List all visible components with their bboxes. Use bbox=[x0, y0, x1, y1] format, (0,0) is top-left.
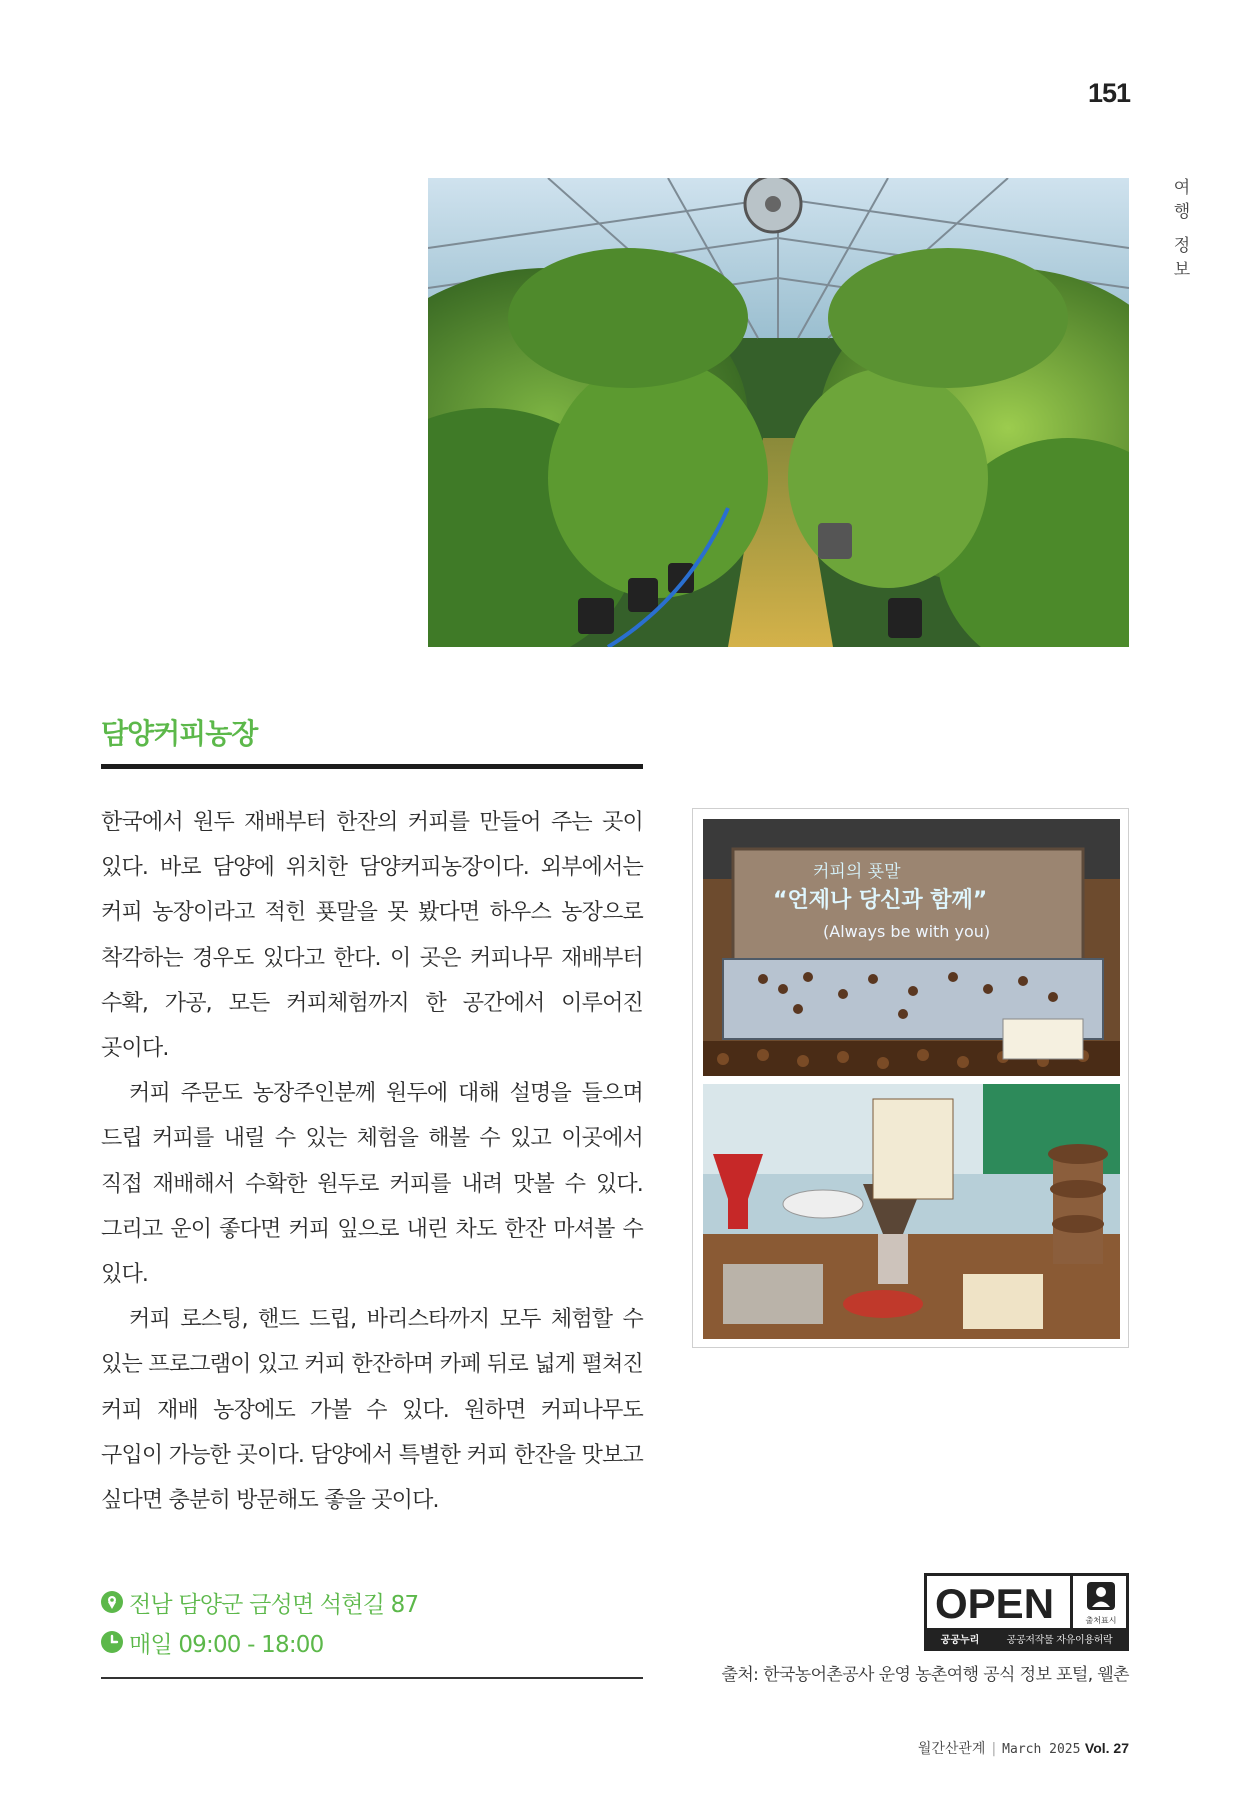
sign-line-2: “언제나 당신과 함께” bbox=[773, 888, 988, 913]
section-tab-char: 여 bbox=[1173, 178, 1191, 198]
address-text: 전남 담양군 금성면 석현길 87 bbox=[129, 1591, 419, 1618]
license-left-label: 공공누리 bbox=[940, 1634, 980, 1646]
clock-icon bbox=[101, 1631, 123, 1653]
coffee-sign-photo bbox=[703, 819, 1120, 1076]
issue-month: March 2025 bbox=[1002, 1742, 1081, 1757]
greenhouse-photo bbox=[428, 178, 1129, 647]
footer-separator: | bbox=[991, 1741, 997, 1757]
photo-frame bbox=[692, 808, 1129, 1348]
section-tab-char: 보 bbox=[1173, 260, 1191, 280]
section-tab-char: 정 bbox=[1173, 236, 1191, 256]
license-right-label: 공공저작물 자유이용허락 bbox=[1006, 1634, 1113, 1646]
hours-text: 매일 09:00 - 18:00 bbox=[129, 1631, 324, 1658]
section-tab-char: 행 bbox=[1173, 202, 1191, 222]
attribution-icon bbox=[1070, 1576, 1129, 1628]
sign-line-1: 커피의 푯말 bbox=[813, 862, 901, 882]
sign-line-3: (Always be with you) bbox=[823, 922, 991, 941]
title-divider bbox=[101, 764, 643, 769]
page-number: 151 bbox=[1087, 78, 1130, 108]
open-logo bbox=[935, 1580, 1055, 1626]
section-tab bbox=[1170, 176, 1194, 282]
kogl-license-badge bbox=[924, 1573, 1129, 1651]
photo-source: 출처: 한국농어촌공사 운영 농촌여행 공식 정보 포털, 웰촌 bbox=[721, 1665, 1129, 1685]
page-footer bbox=[700, 1738, 1129, 1758]
paragraph: 한국에서 원두 재배부터 한잔의 커피를 만들어 주는 곳이 있다. 바로 담양에 위치한 담양커피농장이다. 외부에서는 커피 농장이라고 적힌 푯말을 못 봤다면 하우스 농장으로 착각하는 경우도 있다고 한다. 이 곳은 커피나무 재배부터 수확, 가공, 모든 커피체험까지 한 공간에서 이루어진 곳이다. bbox=[101, 810, 643, 1062]
coffee-drip-photo bbox=[703, 1084, 1120, 1339]
location-pin-icon bbox=[101, 1591, 123, 1613]
svg-text:OPEN: OPEN bbox=[935, 1580, 1055, 1626]
article-body bbox=[101, 800, 643, 1523]
person-icon bbox=[1073, 1576, 1129, 1616]
address-line bbox=[101, 1582, 643, 1622]
license-strip bbox=[927, 1628, 1126, 1648]
paragraph: 커피 주문도 농장주인분께 원두에 대해 설명을 들으며 드립 커피를 내릴 수 있는 체험을 해볼 수 있고 이곳에서 직접 재배해서 수확한 원두로 커피를 내려 맛볼 수 있다. 그리고 운이 좋다면 커피 잎으로 내린 차도 한잔 마셔볼 수 있다. bbox=[101, 1081, 643, 1288]
hours-line bbox=[101, 1622, 643, 1662]
info-divider bbox=[101, 1677, 643, 1679]
article-title: 담양커피농장 bbox=[101, 717, 258, 750]
visit-info bbox=[101, 1582, 643, 1662]
issue-volume: Vol. 27 bbox=[1084, 1740, 1129, 1756]
paragraph: 커피 로스팅, 핸드 드립, 바리스타까지 모두 체험할 수 있는 프로그램이 있고 커피 한잔하며 카페 뒤로 넓게 펼쳐진 커피 재배 농장에도 가볼 수 있다. 원하면 커피나무도 구입이 가능한 곳이다. 담양에서 특별한 커피 한잔을 맛보고 싶다면 충분히 방문해도 좋을 곳이다. bbox=[101, 1307, 643, 1514]
attribution-caption: 출처표시 bbox=[1085, 1616, 1117, 1625]
magazine-name: 월간산관계 bbox=[917, 1741, 986, 1757]
